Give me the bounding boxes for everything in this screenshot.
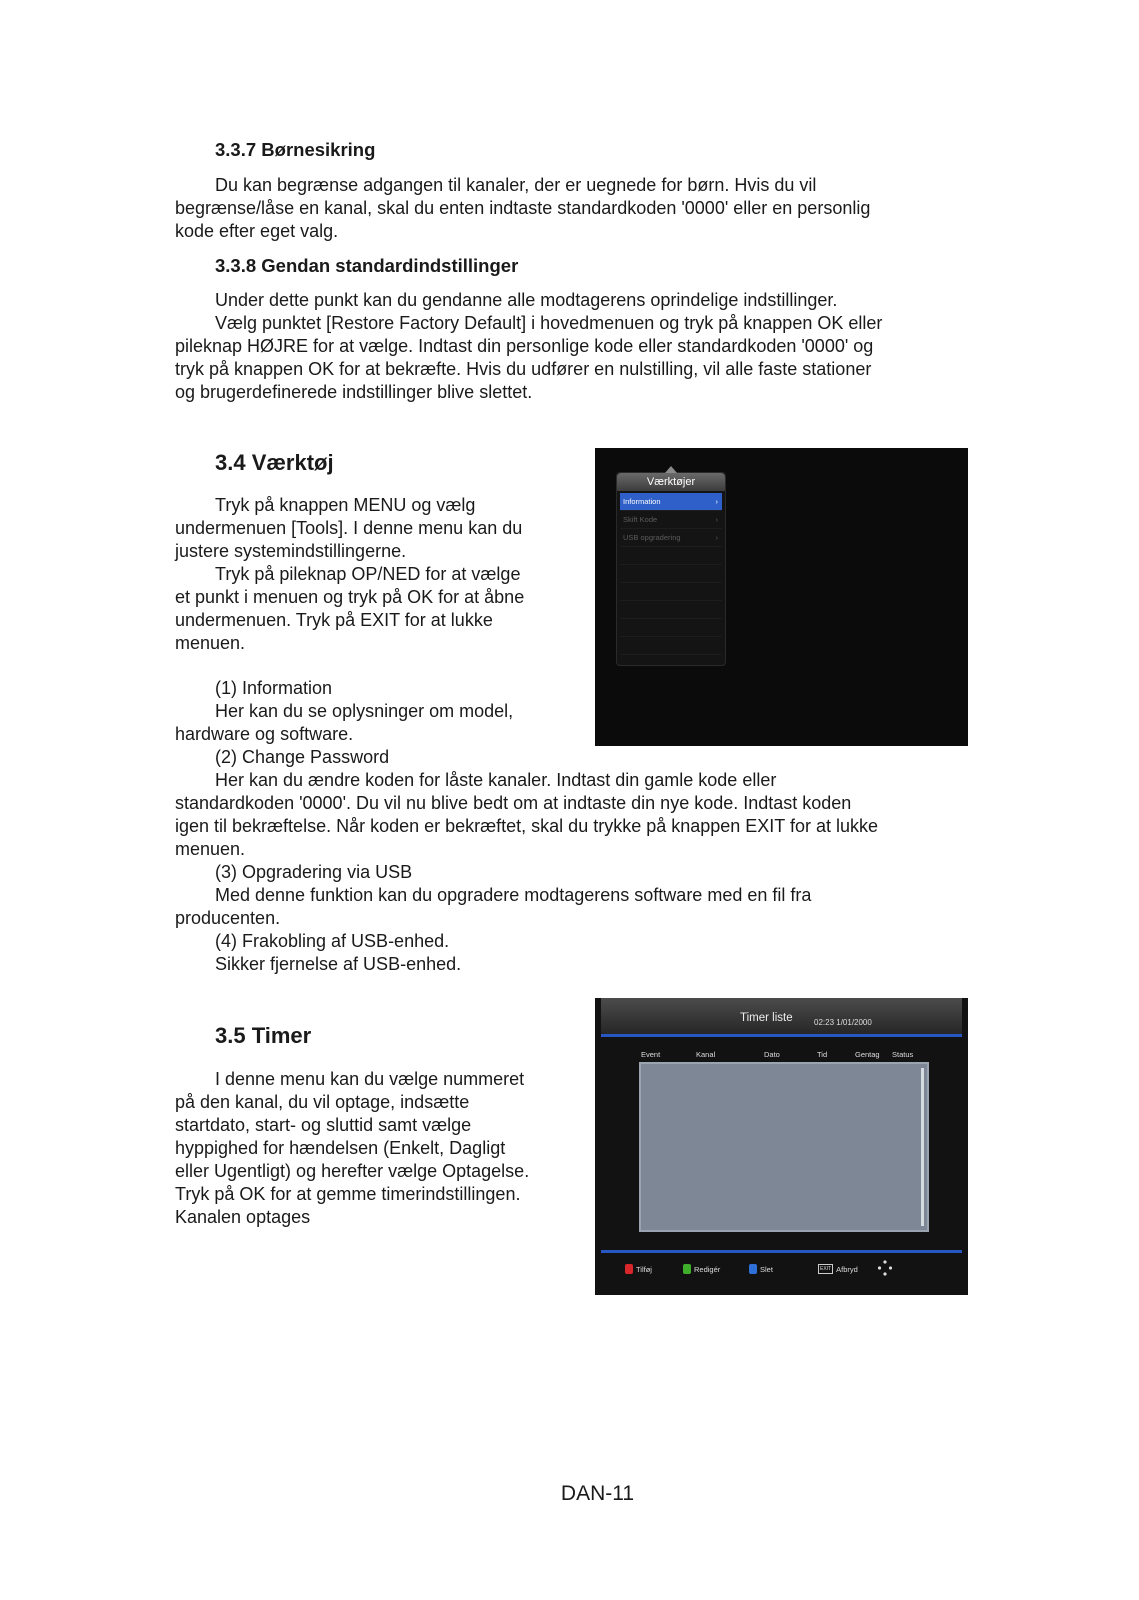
column-header-repeat: Gentag [855,1050,880,1059]
header-divider [601,1034,962,1037]
add-button[interactable] [625,1264,652,1274]
heading-3-4: 3.4 Værktøj [215,450,334,475]
text-line: (3) Opgradering via USB [215,862,413,882]
tools-menu-panel [616,472,726,666]
column-header-status: Status [892,1050,914,1059]
column-header-date: Dato [764,1050,780,1059]
text-line: tryk på knappen OK for at bekræfte. Hvis du udfører en nulstilling, vil alle faste stationer [175,359,872,379]
chevron-right-icon: › [715,515,718,524]
green-key-icon [683,1264,691,1274]
menu-empty-row [620,583,722,601]
menu-empty-row [620,547,722,565]
text-line: justere systemindstillingerne. [175,541,407,561]
text-line: pileknap HØJRE for at vælge. Indtast din personlige kode eller standardkoden '0000' og [175,336,874,356]
text-line: begrænse/låse en kanal, skal du enten indtaste standardkoden '0000' eller en personlig [175,198,871,218]
text-line: og brugerdefinerede indstillinger blive slettet. [175,382,533,402]
tools-menu-screenshot [595,448,968,746]
paragraph-3-3-7 [175,174,975,243]
timer-footer [595,1262,968,1278]
menu-item-label: Skift Kode [623,515,658,524]
text-line: Med denne funktion kan du opgradere modtagerens software med en fil fra [215,885,812,905]
menu-empty-row [620,619,722,637]
heading-3-5: 3.5 Timer [215,1023,312,1048]
timer-list-title: Timer liste [740,1012,793,1024]
column-header-channel: Kanal [696,1050,716,1059]
footer-divider [601,1250,962,1253]
text-line: på den kanal, du vil optage, indsætte [175,1092,470,1112]
heading-3-3-7: 3.3.7 Børnesikring [215,139,376,160]
text-line: Du kan begrænse adgangen til kanaler, der er uegnede for børn. Hvis du vil [215,175,817,195]
text-line: igen til bekræftelse. Når koden er bekræftet, skal du trykke på knappen EXIT for at lukke [175,816,879,836]
text-line: Her kan du ændre koden for låste kanaler. Indtast din gamle kode eller [215,770,777,790]
dpad-icon [878,1260,892,1276]
navigation-arrows-icon [878,1260,892,1276]
cancel-button[interactable] [818,1264,858,1274]
text-line: et punkt i menuen og tryk på OK for at åbne [175,587,525,607]
text-line: undermenuen [Tools]. I denne menu kan du [175,518,523,538]
chevron-right-icon: › [715,497,718,506]
paragraph-3-3-8 [175,289,975,404]
timer-list-area[interactable] [639,1062,929,1232]
text-line: I denne menu kan du vælge nummeret [215,1069,525,1089]
text-line: Tryk på pileknap OP/NED for at vælge [215,564,521,584]
timer-column-headers [641,1050,931,1062]
edit-button[interactable] [683,1264,720,1274]
text-line: Sikker fjernelse af USB-enhed. [215,954,462,974]
text-line: Kanalen optages [175,1207,311,1227]
blue-key-icon [749,1264,757,1274]
cancel-label: Afbryd [836,1264,858,1274]
menu-item-information[interactable] [620,493,722,511]
text-line: producenten. [175,908,281,928]
column-header-event: Event [641,1050,661,1059]
paragraph-3-4 [175,494,595,655]
menu-pointer-icon [665,466,677,473]
text-line: Tryk på OK for at gemme timerindstillingen. [175,1184,521,1204]
text-line: startdato, start- og sluttid samt vælge [175,1115,472,1135]
text-line: menuen. [175,839,246,859]
text-line: (1) Information [215,678,333,698]
red-key-icon [625,1264,633,1274]
text-line: (2) Change Password [215,747,390,767]
text-line: Vælg punktet [Restore Factory Default] i hovedmenuen og tryk på knappen OK eller [215,313,883,333]
text-line: hyppighed for hændelsen (Enkelt, Dagligt [175,1138,506,1158]
delete-label: Slet [760,1264,773,1274]
menu-item-usb-upgrade[interactable] [620,529,722,547]
text-line: kode efter eget valg. [175,221,339,241]
text-line: eller Ugentligt) og herefter vælge Optagelse. [175,1161,530,1181]
timer-list-screenshot [595,998,968,1295]
chevron-right-icon: › [715,533,718,542]
menu-empty-row [620,601,722,619]
text-line: standardkoden '0000'. Du vil nu blive bedt om at indtaste din nye kode. Indtast koden [175,793,852,813]
menu-empty-row [620,565,722,583]
add-label: Tilføj [636,1264,652,1274]
text-line: hardware og software. [175,724,354,744]
menu-item-change-code[interactable] [620,511,722,529]
menu-item-label: Information [623,497,661,506]
delete-button[interactable] [749,1264,773,1274]
exit-key-icon: EXIT [820,1266,832,1272]
text-line: Tryk på knappen MENU og vælg [215,495,476,515]
paragraph-3-5 [175,1068,595,1229]
menu-item-label: USB opgradering [623,533,681,542]
tools-menu-title: Værktøjer [617,473,725,491]
text-line: menuen. [175,633,246,653]
heading-3-3-8: 3.3.8 Gendan standardindstillinger [215,255,519,276]
text-line: (4) Frakobling af USB-enhed. [215,931,450,951]
column-header-time: Tid [817,1050,828,1059]
text-line: Her kan du se oplysninger om model, [215,701,514,721]
timer-clock: 02:23 1/01/2000 [814,1018,872,1027]
menu-empty-row [620,637,722,655]
page-number: DAN-11 [560,1482,635,1505]
scrollbar[interactable] [921,1068,924,1226]
edit-label: Redigér [694,1264,721,1274]
text-line: Under dette punkt kan du gendanne alle modtagerens oprindelige indstillinger. [215,290,838,310]
text-line: undermenuen. Tryk på EXIT for at lukke [175,610,493,630]
